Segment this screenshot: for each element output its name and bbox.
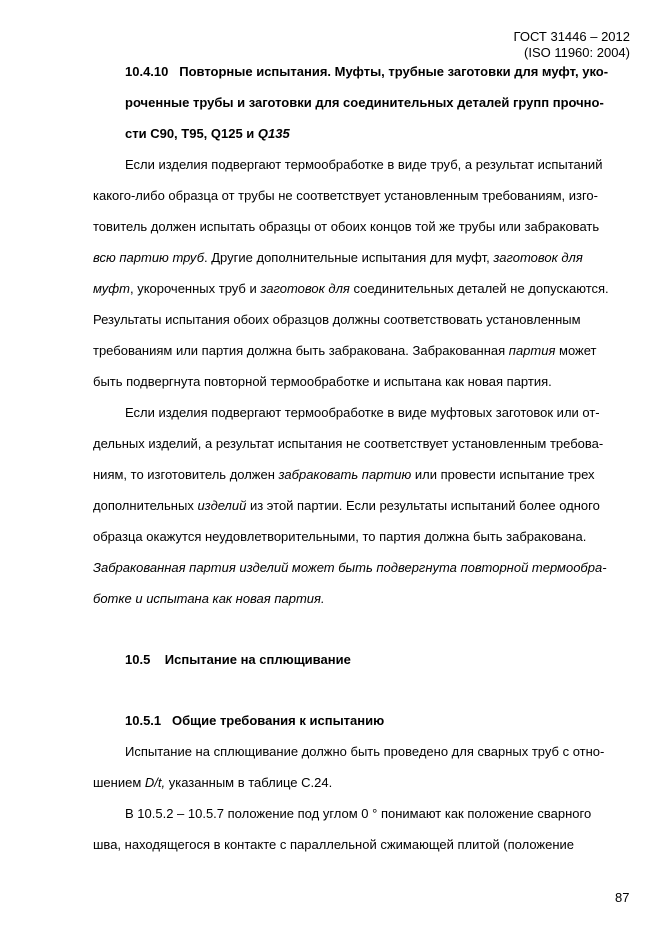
section-title-line (125, 126, 290, 142)
paragraph-line (93, 775, 332, 791)
italic-text: заготовок для (493, 250, 583, 265)
iso-code: (ISO 11960: 2004) (524, 45, 630, 60)
italic-text: партия (508, 343, 556, 358)
section-title: Испытание на сплющивание (164, 652, 351, 667)
paragraph-line: В 10.5.2 – 10.5.7 положение под углом 0 ° понимают как положение сварного (125, 806, 592, 821)
paragraph-line: быть подвергнута повторной термообработке и испытана как новая партия. (93, 374, 552, 389)
title-italic-text: Q135 (257, 126, 290, 141)
paragraph-line (93, 467, 595, 483)
paragraph-line: Если изделия подвергают термообработке в виде муфтовых заготовок или от- (125, 405, 600, 420)
italic-text: изделий (197, 498, 247, 513)
standard-code: ГОСТ 31446 – 2012 (513, 29, 630, 44)
paragraph-line: дельных изделий, а результат испытания не соответствует установленным требова- (93, 436, 604, 451)
section-title-line: роченные трубы и заготовки для соединительных деталей групп прочно- (125, 95, 604, 110)
paragraph-line (93, 343, 597, 359)
text: дополнительных (93, 498, 198, 513)
paragraph-line (93, 281, 609, 297)
title-text: сти С90, Т95, Q125 и (125, 126, 258, 141)
paragraph-line: Испытание на сплющивание должно быть проведено для сварных труб с отно- (125, 744, 605, 759)
paragraph-line: товитель должен испытать образцы от обоих концов той же трубы или забраковать (93, 219, 600, 234)
text: шением (93, 775, 145, 790)
section-heading-10-4-10 (125, 64, 608, 80)
italic-text: муфт (93, 281, 130, 296)
section-heading-10-5 (125, 652, 351, 668)
paragraph-line: образца окажутся неудовлетворительными, то партия должна быть забракована. (93, 529, 587, 544)
paragraph-line: Забракованная партия изделий может быть подвергнута повторной термообра- (93, 560, 607, 575)
paragraph-line (93, 250, 583, 266)
italic-text: D/t, (144, 775, 166, 790)
page-number: 87 (615, 890, 630, 905)
text: требованиям или партия должна быть забракована. Забракованная (93, 343, 509, 358)
section-number: 10.5 (125, 652, 151, 667)
text: , укороченных труб и (129, 281, 261, 296)
page-header (514, 29, 630, 61)
italic-text: заготовок для (260, 281, 350, 296)
section-number: 10.5.1 (125, 713, 162, 728)
paragraph-line (93, 498, 600, 514)
italic-text: забраковать партию (278, 467, 412, 482)
text: соединительных деталей не допускаются. (349, 281, 609, 296)
paragraph-line: ботке и испытана как новая партия. (93, 591, 325, 606)
section-number: 10.4.10 (125, 64, 169, 79)
paragraph-line: какого-либо образца от трубы не соответствует установленным требованиям, изго- (93, 188, 598, 203)
text: или провести испытание трех (411, 467, 595, 482)
section-title: Общие требования к испытанию (172, 713, 385, 728)
section-title: Повторные испытания. Муфты, трубные заготовки для муфт, уко- (179, 64, 609, 79)
italic-text: всю партию труб (93, 250, 205, 265)
paragraph-line: Результаты испытания обоих образцов должны соответствовать установленным (93, 312, 581, 327)
text: может (555, 343, 597, 358)
paragraph-line: Если изделия подвергают термообработке в виде труб, а результат испытаний (125, 157, 603, 172)
text: указанным в таблице С.24. (165, 775, 333, 790)
text: . Другие дополнительные испытания для муфт, (204, 250, 494, 265)
text: из этой партии. Если результаты испытаний более одного (246, 498, 600, 513)
section-heading-10-5-1 (125, 713, 384, 729)
text: ниям, то изготовитель должен (93, 467, 279, 482)
paragraph-line: шва, находящегося в контакте с параллельной сжимающей плитой (положение (93, 837, 575, 852)
